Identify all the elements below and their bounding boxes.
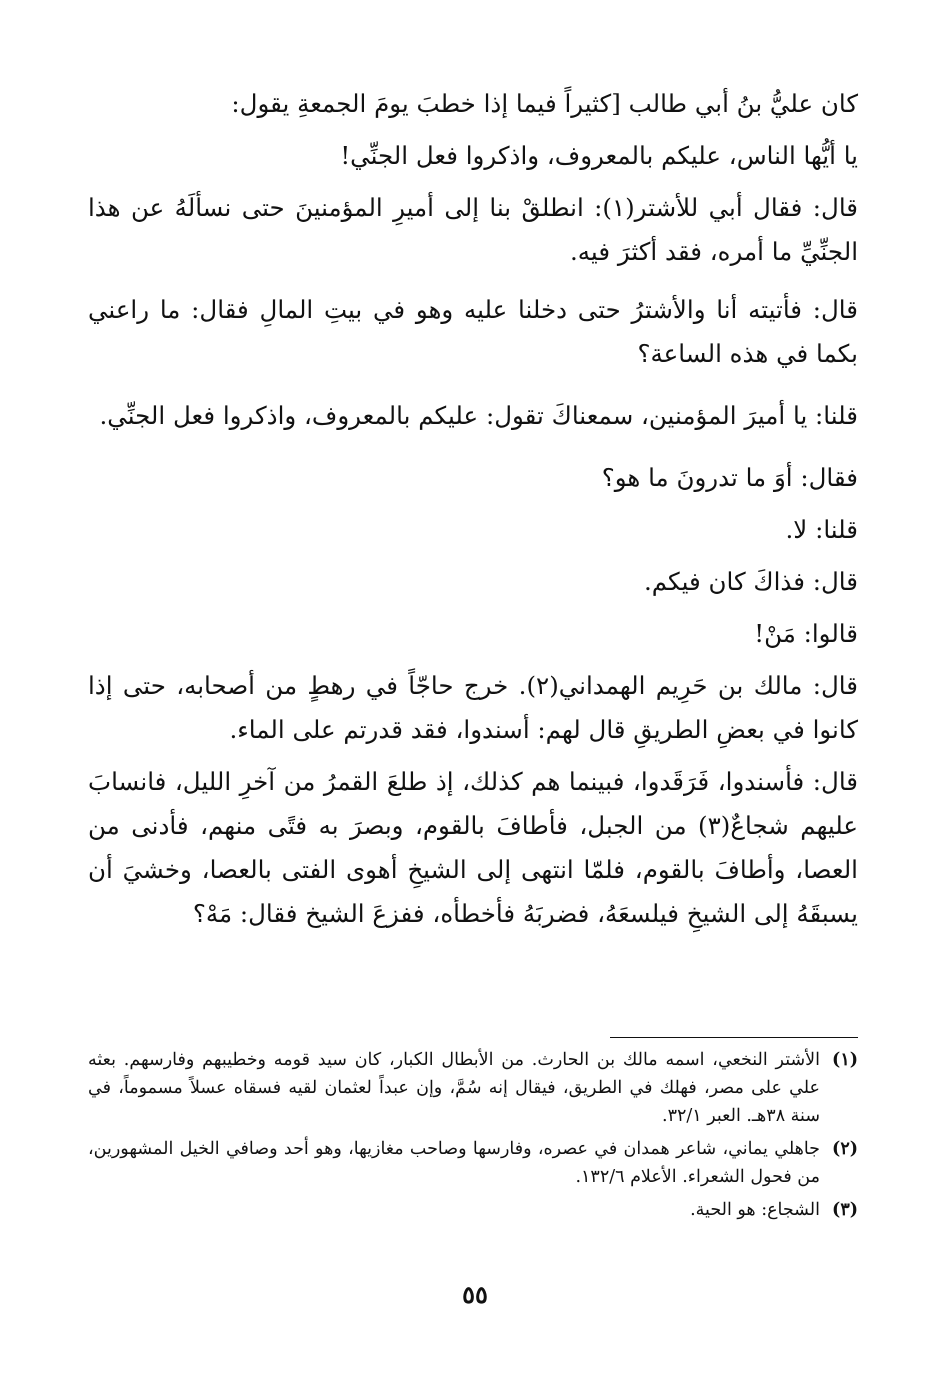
paragraph-4: قال: فأتيته أنا والأشترُ حتى دخلنا عليه وهو في بيتِ المالِ فقال: ما راعني بكما في هذه الساعة؟	[88, 295, 858, 368]
paragraph-6: فقال: أوَ ما تدرونَ ما هو؟	[601, 463, 858, 492]
footnote-text: الشجاع: هو الحية.	[690, 1200, 820, 1220]
footnote-number: (٢)	[832, 1139, 858, 1159]
paragraph-11: قال: فأسندوا، فَرَقَدوا، فبينما هم كذلك، إذ طلعَ القمرُ من آخرِ الليل، فانسابَ عليهم شجاعٌ(٣) من الجبل، فأطافَ بالقوم، وبصرَ به فتًى منهم، فأدنى من العصا، وأطافَ بالقوم، فلمّا انتهى إلى الشيخِ أهوى الفتى بالعصا، وخشيَ أن يسبقَهُ إلى الشيخِ فيلسعَهُ، فضربَهُ فأخطأه، ففزعَ الشيخ فقال: مَهْ؟	[88, 767, 858, 928]
paragraph-8: قال: فذاكَ كان فيكم.	[643, 567, 858, 596]
footnote-1	[88, 1046, 858, 1130]
paragraph-10: قال: مالك بن حَرِيم الهمداني(٢). خرج حاجّاً في رهطٍ من أصحابه، حتى إذا كانوا في بعضِ الطريقِ قال لهم: أسندوا، فقد قدرتم على الماء.	[88, 671, 858, 744]
footnote-number: (١)	[832, 1050, 858, 1070]
footnote-divider	[610, 1037, 858, 1038]
paragraph-7: قلنا: لا.	[785, 515, 858, 544]
footnote-text: جاهلي يماني، شاعر همدان في عصره، وفارسها وصاحب مغازيها، وهو أحد وصافي الخيل المشهورين، من فحول الشعراء. الأعلام ١٣٢/٦.	[88, 1139, 820, 1187]
paragraph-3: قال: فقال أبي للأشتر(١): انطلقْ بنا إلى أميرِ المؤمنينَ حتى نسألَهُ عن هذا الجنِّيِّ ما أمره، فقد أكثرَ فيه.	[88, 193, 859, 266]
footnote-number: (٣)	[832, 1200, 858, 1220]
main-text	[88, 82, 858, 936]
page-number: ٥٥	[462, 1280, 488, 1309]
paragraph-2: يا أيُّها الناس، عليكم بالمعروف، واذكروا فعل الجنِّي!	[340, 141, 858, 170]
footnote-2	[88, 1135, 858, 1191]
paragraph-5: قلنا: يا أميرَ المؤمنين، سمعناكَ تقول: عليكم بالمعروف، واذكروا فعل الجنِّي.	[99, 401, 858, 430]
paragraph-9: قالوا: مَنْ!	[754, 619, 858, 648]
paragraph-1: كان عليُّ بنُ أبي طالب [كثيراً فيما إذا خطبَ يومَ الجمعةِ يقول:	[231, 89, 858, 118]
footnote-text: الأشتر النخعي، اسمه مالك بن الحارث. من الأبطال الكبار، كان سيد قومه وخطيبهم وفارسهم. بعثه علي على مصر، فهلك في الطريق، فيقال إنه سُمَّ، وإن عبداً لعثمان لقيه فسقاه عسلاً مسموماً، في سنة ٣٨هـ. العبر ٣٢/١.	[88, 1050, 820, 1126]
footnote-3	[88, 1196, 858, 1224]
footnotes	[88, 1046, 858, 1229]
